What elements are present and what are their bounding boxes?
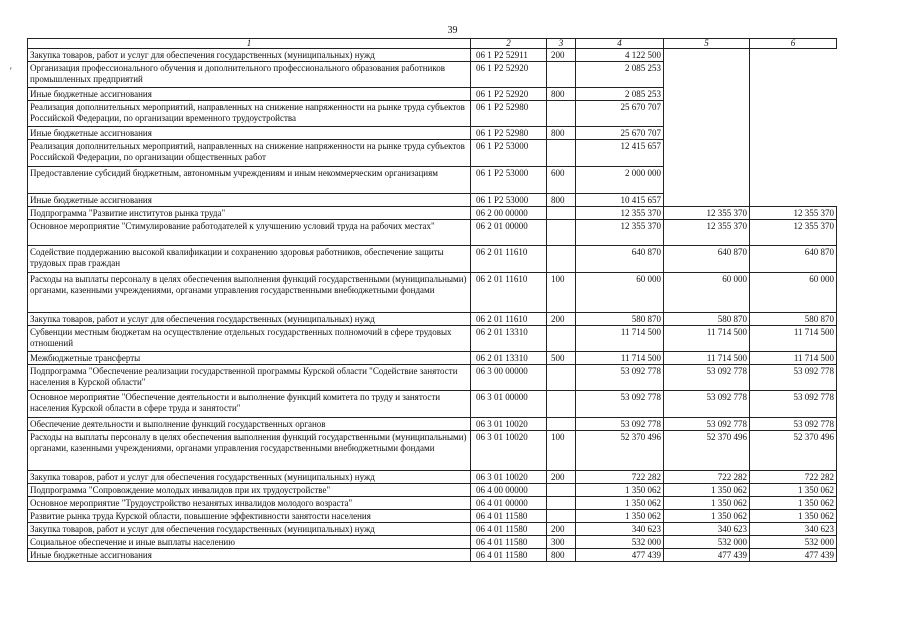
row-amount-cell-col4: 722 282 (576, 471, 664, 484)
row-amount-cell-col4: 340 623 (576, 523, 664, 536)
table-row (28, 365, 837, 391)
row-code-cell: 06 2 01 11610 (471, 313, 547, 326)
row-name-cell: Закупка товаров, работ и услуг для обеспечения государственных (муниципальных) нужд (28, 471, 471, 484)
row-type-cell: 800 (547, 549, 576, 562)
row-amount-cell-col6: 53 092 778 (750, 365, 837, 391)
row-type-cell (547, 62, 576, 88)
row-code-cell: 06 4 00 00000 (471, 484, 547, 497)
row-amount-cell-col5: 53 092 778 (664, 365, 750, 391)
row-amount-cell-col5: 60 000 (664, 273, 750, 313)
row-code-cell: 06 4 01 00000 (471, 497, 547, 510)
row-amount-cell-col5: 12 355 370 (664, 220, 750, 246)
row-type-cell (547, 391, 576, 418)
row-amount-cell-col6: 53 092 778 (750, 391, 837, 418)
row-code-cell: 06 1 P2 52920 (471, 88, 547, 101)
row-code-cell: 06 3 01 10020 (471, 471, 547, 484)
row-amount-cell-col4: 580 870 (576, 313, 664, 326)
row-name-cell: Организация профессионального обучения и дополнительного профессионального образования работников промышленных предприятий (28, 62, 471, 88)
row-type-cell (547, 207, 576, 220)
row-code-cell: 06 3 00 00000 (471, 365, 547, 391)
row-amount-cell-col5 (664, 49, 750, 62)
row-name-cell: Развитие рынка труда Курской области, повышение эффективности занятости населения (28, 510, 471, 523)
row-name-cell: Подпрограмма "Сопровождение молодых инвалидов при их трудоустройстве" (28, 484, 471, 497)
table-row (28, 471, 837, 484)
row-code-cell: 06 1 P2 52911 (471, 49, 547, 62)
row-type-cell (547, 220, 576, 246)
row-name-cell: Расходы на выплаты персоналу в целях обеспечения выполнения функций государственными (муниципальными) органами, казенными учреждениями, органами управления государственными внебюджетными фондами (28, 431, 471, 471)
row-type-cell (547, 365, 576, 391)
row-type-cell (547, 326, 576, 352)
row-amount-cell-col6: 340 623 (750, 523, 837, 536)
row-amount-cell-col4: 4 122 500 (576, 49, 664, 62)
table-row (28, 484, 837, 497)
row-amount-cell-col4: 2 085 253 (576, 62, 664, 88)
table-row (28, 140, 837, 167)
table-row (28, 391, 837, 418)
row-type-cell (547, 101, 576, 127)
row-code-cell: 06 1 P2 52980 (471, 127, 547, 140)
row-code-cell: 06 3 01 00000 (471, 391, 547, 418)
table-body (28, 39, 837, 562)
row-type-cell: 200 (547, 471, 576, 484)
row-amount-cell-col5 (664, 88, 750, 101)
row-name-cell: Подпрограмма "Обеспечение реализации государственной программы Курской области "Содействие занятости населения в Курской области" (28, 365, 471, 391)
page-number: 39 (447, 25, 458, 36)
row-amount-cell-col4: 25 670 707 (576, 127, 664, 140)
table-row (28, 536, 837, 549)
row-amount-cell-col6: 580 870 (750, 313, 837, 326)
row-amount-cell-col6 (750, 167, 837, 194)
row-code-cell: 06 2 01 11610 (471, 273, 547, 313)
row-name-cell: Реализация дополнительных мероприятий, направленных на снижение напряженности на рынке труда субъектов Российской Федерации, по организации временного трудоустройства (28, 101, 471, 127)
row-type-cell: 100 (547, 273, 576, 313)
row-amount-cell-col4: 1 350 062 (576, 510, 664, 523)
margin-mark: ' (10, 66, 12, 76)
row-amount-cell-col5 (664, 62, 750, 88)
row-name-cell: Обеспечение деятельности и выполнение функций государственных органов (28, 418, 471, 431)
row-code-cell: 06 1 P2 52980 (471, 101, 547, 127)
row-code-cell: 06 2 01 13310 (471, 352, 547, 365)
row-name-cell: Субвенции местным бюджетам на осуществление отдельных государственных полномочий в сфере трудовых отношений (28, 326, 471, 352)
row-name-cell: Расходы на выплаты персоналу в целях обеспечения выполнения функций государственными (муниципальными) органами, казенными учреждениями, органами управления государственными внебюджетными фондами (28, 273, 471, 313)
row-amount-cell-col6: 640 870 (750, 246, 837, 273)
row-amount-cell-col5 (664, 140, 750, 167)
row-amount-cell-col5 (664, 127, 750, 140)
row-name-cell: Основное мероприятие "Стимулирование работодателей к улучшению условий труда на рабочих местах" (28, 220, 471, 246)
row-amount-cell-col4: 11 714 500 (576, 326, 664, 352)
table-row (28, 313, 837, 326)
row-amount-cell-col4: 12 415 657 (576, 140, 664, 167)
row-amount-cell-col6 (750, 88, 837, 101)
row-amount-cell-col6 (750, 140, 837, 167)
row-code-cell: 06 4 01 11580 (471, 523, 547, 536)
row-amount-cell-col4: 2 000 000 (576, 167, 664, 194)
row-amount-cell-col4: 11 714 500 (576, 352, 664, 365)
row-code-cell: 06 1 P2 53000 (471, 140, 547, 167)
row-amount-cell-col4: 53 092 778 (576, 391, 664, 418)
table-row (28, 352, 837, 365)
row-name-cell: Реализация дополнительных мероприятий, направленных на снижение напряженности на рынке труда субъектов Российской Федерации, по организации общественных работ (28, 140, 471, 167)
row-amount-cell-col6 (750, 49, 837, 62)
row-name-cell: Иные бюджетные ассигнования (28, 88, 471, 101)
row-name-cell: Основное мероприятие "Трудоустройство незанятых инвалидов молодого возраста" (28, 497, 471, 510)
table-row (28, 510, 837, 523)
row-amount-cell-col4: 10 415 657 (576, 194, 664, 207)
table-row (28, 431, 837, 471)
row-amount-cell-col5: 532 000 (664, 536, 750, 549)
row-code-cell: 06 1 P2 53000 (471, 194, 547, 207)
table-row (28, 549, 837, 562)
row-name-cell: Основное мероприятие "Обеспечение деятельности и выполнение функций комитета по труду и занятости населения Курской области в сфере труда и занятости" (28, 391, 471, 418)
row-amount-cell-col6 (750, 194, 837, 207)
row-amount-cell-col5 (664, 167, 750, 194)
row-type-cell (547, 484, 576, 497)
row-type-cell: 800 (547, 127, 576, 140)
table-row (28, 167, 837, 194)
row-amount-cell-col6: 477 439 (750, 549, 837, 562)
row-name-cell: Содействие поддержанию высокой квалификации и сохранению здоровья работников, обеспечение защиты трудовых прав граждан (28, 246, 471, 273)
row-amount-cell-col5: 52 370 496 (664, 431, 750, 471)
row-name-cell: Закупка товаров, работ и услуг для обеспечения государственных (муниципальных) нужд (28, 523, 471, 536)
row-type-cell (547, 418, 576, 431)
row-amount-cell-col6: 1 350 062 (750, 497, 837, 510)
row-code-cell: 06 2 00 00000 (471, 207, 547, 220)
row-amount-cell-col5: 12 355 370 (664, 207, 750, 220)
table-row (28, 49, 837, 62)
row-code-cell: 06 3 01 10020 (471, 418, 547, 431)
row-amount-cell-col6: 60 000 (750, 273, 837, 313)
row-code-cell: 06 4 01 11580 (471, 510, 547, 523)
table-row (28, 246, 837, 273)
row-type-cell: 800 (547, 194, 576, 207)
row-amount-cell-col6: 11 714 500 (750, 352, 837, 365)
table-row (28, 127, 837, 140)
row-amount-cell-col4: 52 370 496 (576, 431, 664, 471)
row-amount-cell-col4: 532 000 (576, 536, 664, 549)
row-amount-cell-col5 (664, 101, 750, 127)
row-amount-cell-col5: 53 092 778 (664, 391, 750, 418)
row-type-cell (547, 246, 576, 273)
row-type-cell: 200 (547, 523, 576, 536)
table-row (28, 101, 837, 127)
row-amount-cell-col6: 53 092 778 (750, 418, 837, 431)
row-amount-cell-col5: 640 870 (664, 246, 750, 273)
row-name-cell: Закупка товаров, работ и услуг для обеспечения государственных (муниципальных) нужд (28, 49, 471, 62)
table-row (28, 497, 837, 510)
row-name-cell: Подпрограмма "Развитие институтов рынка труда" (28, 207, 471, 220)
column-number-3: 3 (547, 39, 576, 49)
column-number-header-row (28, 39, 837, 49)
row-amount-cell-col5 (664, 194, 750, 207)
row-amount-cell-col5: 580 870 (664, 313, 750, 326)
row-amount-cell-col4: 1 350 062 (576, 497, 664, 510)
row-code-cell: 06 1 P2 53000 (471, 167, 547, 194)
row-type-cell: 200 (547, 313, 576, 326)
row-name-cell: Иные бюджетные ассигнования (28, 127, 471, 140)
row-name-cell: Закупка товаров, работ и услуг для обеспечения государственных (муниципальных) нужд (28, 313, 471, 326)
row-type-cell (547, 497, 576, 510)
column-number-4: 4 (576, 39, 664, 49)
table-row (28, 273, 837, 313)
row-amount-cell-col5: 1 350 062 (664, 484, 750, 497)
row-type-cell: 800 (547, 88, 576, 101)
table-row (28, 418, 837, 431)
column-number-5: 5 (664, 39, 750, 49)
row-amount-cell-col4: 25 670 707 (576, 101, 664, 127)
row-type-cell: 100 (547, 431, 576, 471)
row-amount-cell-col5: 477 439 (664, 549, 750, 562)
budget-table (27, 38, 837, 562)
row-amount-cell-col6: 1 350 062 (750, 510, 837, 523)
row-name-cell: Иные бюджетные ассигнования (28, 194, 471, 207)
row-name-cell: Иные бюджетные ассигнования (28, 549, 471, 562)
row-amount-cell-col4: 2 085 253 (576, 88, 664, 101)
row-type-cell: 600 (547, 167, 576, 194)
row-code-cell: 06 2 01 00000 (471, 220, 547, 246)
row-amount-cell-col6: 12 355 370 (750, 207, 837, 220)
row-amount-cell-col5: 722 282 (664, 471, 750, 484)
row-amount-cell-col5: 1 350 062 (664, 497, 750, 510)
column-number-1: 1 (28, 39, 471, 49)
table-row (28, 220, 837, 246)
row-amount-cell-col5: 1 350 062 (664, 510, 750, 523)
row-amount-cell-col4: 12 355 370 (576, 207, 664, 220)
row-amount-cell-col4: 53 092 778 (576, 418, 664, 431)
row-type-cell (547, 510, 576, 523)
row-name-cell: Социальное обеспечение и иные выплаты населению (28, 536, 471, 549)
row-code-cell: 06 4 01 11580 (471, 536, 547, 549)
row-amount-cell-col5: 340 623 (664, 523, 750, 536)
row-amount-cell-col4: 53 092 778 (576, 365, 664, 391)
row-code-cell: 06 1 P2 52920 (471, 62, 547, 88)
column-number-6: 6 (750, 39, 837, 49)
row-amount-cell-col6: 1 350 062 (750, 484, 837, 497)
row-type-cell: 500 (547, 352, 576, 365)
row-name-cell: Предоставление субсидий бюджетным, автономным учреждениям и иным некоммерческим организациям (28, 167, 471, 194)
table-row (28, 326, 837, 352)
row-amount-cell-col4: 477 439 (576, 549, 664, 562)
table-row (28, 62, 837, 88)
row-code-cell: 06 4 01 11580 (471, 549, 547, 562)
row-name-cell: Межбюджетные трансферты (28, 352, 471, 365)
row-amount-cell-col6 (750, 127, 837, 140)
row-amount-cell-col4: 60 000 (576, 273, 664, 313)
table-row (28, 207, 837, 220)
row-amount-cell-col6: 532 000 (750, 536, 837, 549)
row-amount-cell-col5: 53 092 778 (664, 418, 750, 431)
column-number-2: 2 (471, 39, 547, 49)
table-row (28, 523, 837, 536)
row-amount-cell-col4: 1 350 062 (576, 484, 664, 497)
row-amount-cell-col4: 640 870 (576, 246, 664, 273)
row-amount-cell-col6: 722 282 (750, 471, 837, 484)
row-amount-cell-col6 (750, 62, 837, 88)
row-type-cell (547, 140, 576, 167)
row-amount-cell-col5: 11 714 500 (664, 326, 750, 352)
row-code-cell: 06 3 01 10020 (471, 431, 547, 471)
table-row (28, 88, 837, 101)
row-amount-cell-col6: 11 714 500 (750, 326, 837, 352)
row-code-cell: 06 2 01 11610 (471, 246, 547, 273)
row-amount-cell-col6: 12 355 370 (750, 220, 837, 246)
row-code-cell: 06 2 01 13310 (471, 326, 547, 352)
row-amount-cell-col4: 12 355 370 (576, 220, 664, 246)
table-row (28, 194, 837, 207)
row-amount-cell-col5: 11 714 500 (664, 352, 750, 365)
row-type-cell: 200 (547, 49, 576, 62)
row-type-cell: 300 (547, 536, 576, 549)
row-amount-cell-col6 (750, 101, 837, 127)
row-amount-cell-col6: 52 370 496 (750, 431, 837, 471)
